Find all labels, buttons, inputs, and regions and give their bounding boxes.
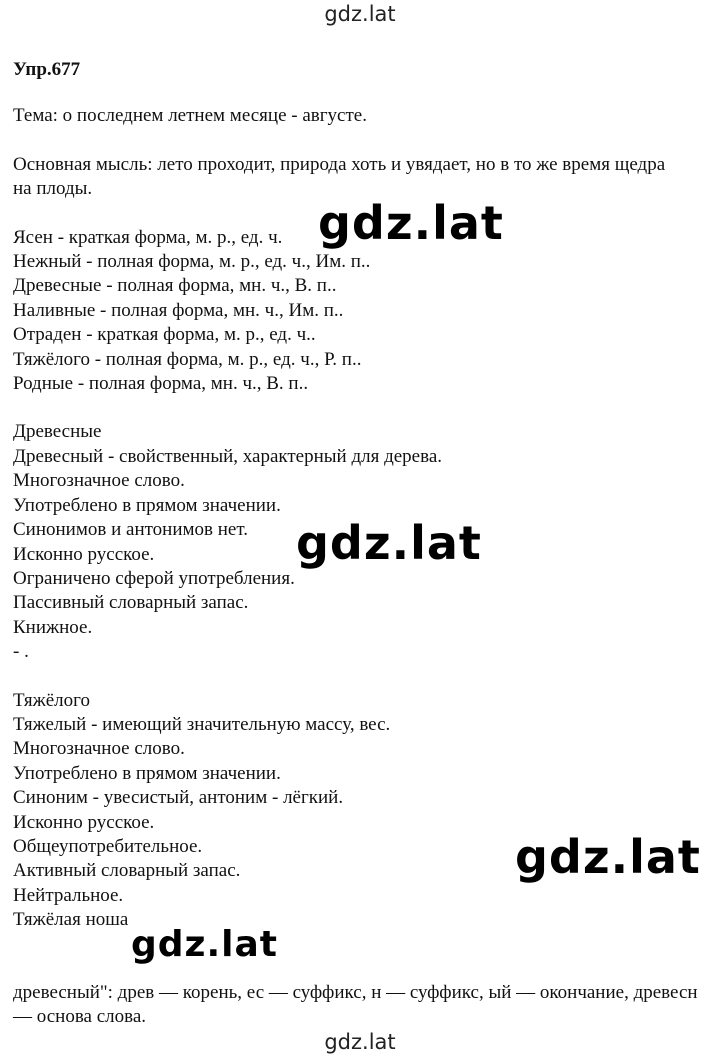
analysis-line: Ограничено сферой употребления.	[13, 567, 295, 589]
watermark-overlay: gdz.lat	[515, 830, 701, 884]
header-watermark: gdz.lat	[324, 2, 396, 26]
form-line: Нежный - полная форма, м. р., ед. ч., Им. п..	[13, 251, 371, 273]
word2-heading: Тяжёлого	[13, 689, 90, 711]
watermark-overlay: gdz.lat	[131, 924, 279, 965]
form-line: Наливные - полная форма, мн. ч., Им. п..	[13, 299, 344, 321]
theme-text: Тема: о последнем летнем месяце - августе.	[13, 105, 367, 127]
main-idea-text: Основная мысль: лето проходит, природа хоть и увядает, но в то же время щедра на плоды.	[13, 153, 666, 200]
analysis-line: Синоним - увесистый, антоним - лёгкий.	[13, 787, 344, 809]
analysis-line: Исконно русское.	[13, 811, 155, 833]
analysis-line: Употреблено в прямом значении.	[13, 494, 281, 516]
form-line: Древесные - полная форма, мн. ч., В. п..	[13, 275, 337, 297]
word1-heading: Древесные	[13, 421, 102, 443]
exercise-title: Упр.677	[13, 59, 81, 80]
form-line: Отраден - краткая форма, м. р., ед. ч..	[13, 324, 316, 346]
morpheme-analysis: древесный": древ — корень, ес — суффикс, н — суффикс, ый — окончание, древесн — основа слова.	[13, 981, 698, 1027]
analysis-line: Употреблено в прямом значении.	[13, 762, 281, 784]
analysis-line: Многозначное слово.	[13, 738, 185, 760]
analysis-line: Тяжелый - имеющий значительную массу, вес.	[13, 713, 391, 735]
analysis-line: Синонимов и антонимов нет.	[13, 519, 248, 541]
analysis-line: Тяжёлая ноша	[13, 909, 129, 931]
analysis-line: Древесный - свойственный, характерный для дерева.	[13, 445, 443, 467]
analysis-line: Книжное.	[13, 616, 93, 638]
analysis-line: Пассивный словарный запас.	[13, 592, 249, 614]
watermark-overlay: gdz.lat	[318, 196, 504, 250]
footer-watermark: gdz.lat	[324, 1030, 396, 1054]
analysis-line: Исконно русское.	[13, 543, 155, 565]
analysis-line: Многозначное слово.	[13, 470, 185, 492]
watermark-overlay: gdz.lat	[296, 516, 482, 570]
form-line: Родные - полная форма, мн. ч., В. п..	[13, 373, 309, 395]
analysis-line: Активный словарный запас.	[13, 860, 241, 882]
form-line: Ясен - краткая форма, м. р., ед. ч.	[13, 226, 283, 248]
analysis-line: - .	[13, 641, 29, 663]
forms-list	[13, 226, 703, 397]
analysis-line: Общеупотребительное.	[13, 835, 203, 857]
word2-analysis	[13, 689, 703, 933]
form-line: Тяжёлого - полная форма, м. р., ед. ч., Р. п..	[13, 348, 362, 370]
analysis-line: Нейтральное.	[13, 884, 124, 906]
